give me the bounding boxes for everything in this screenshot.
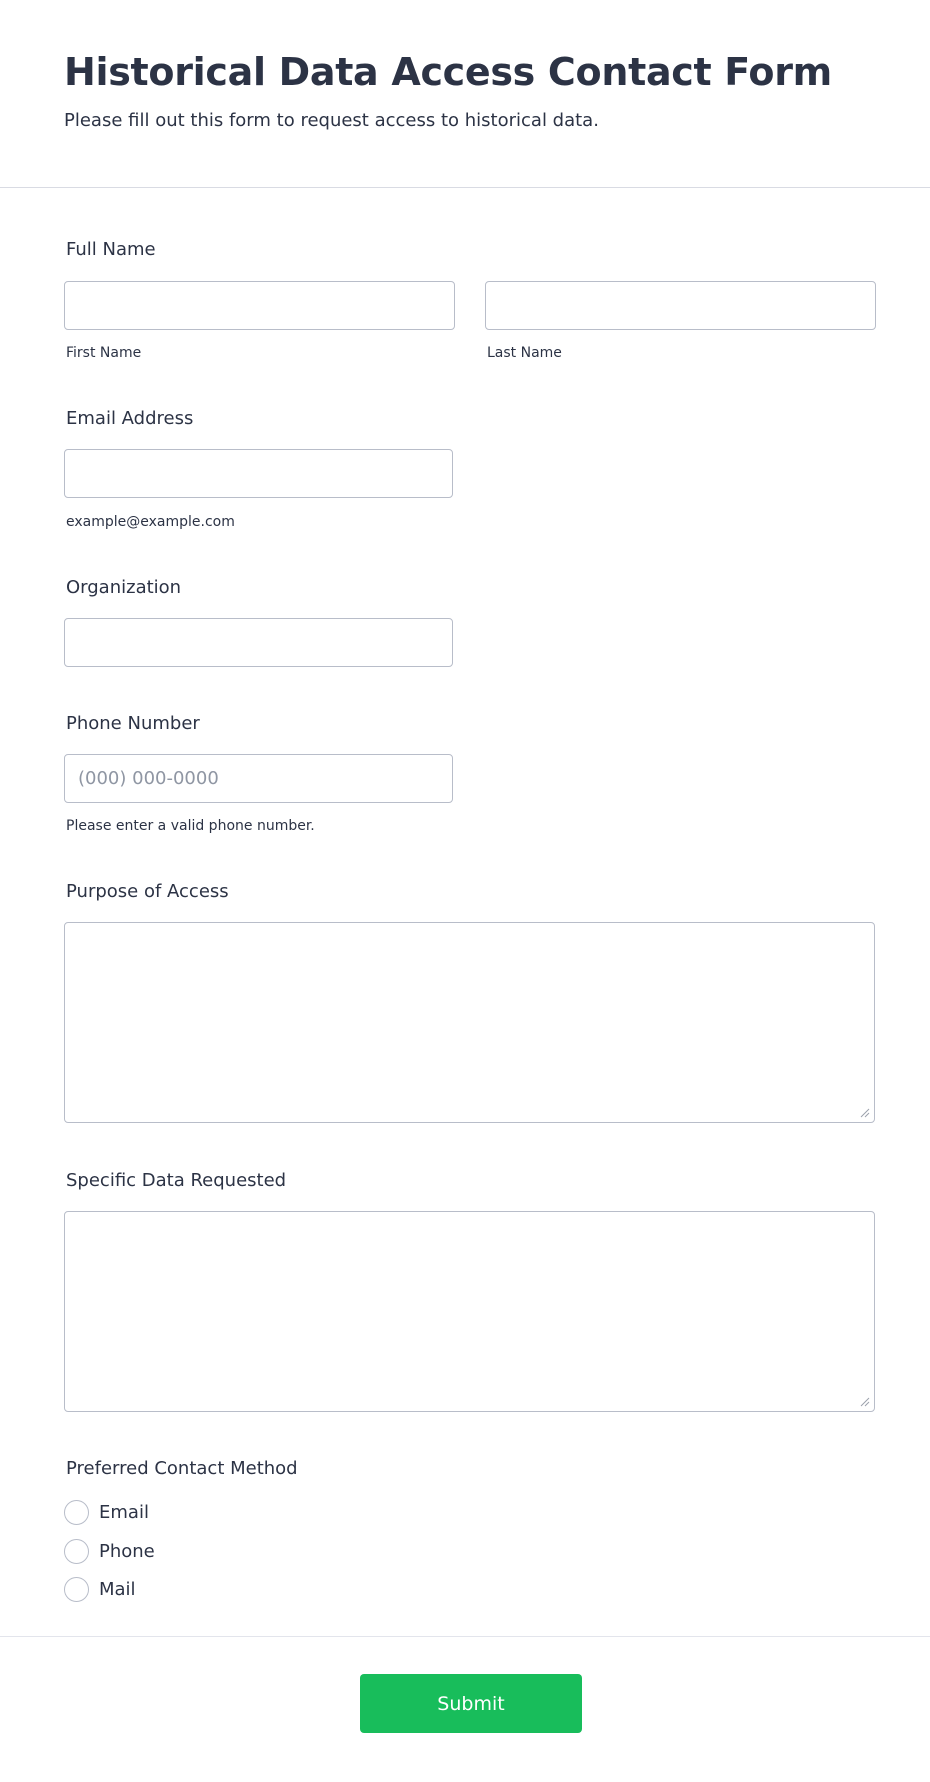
phone-sublabel: Please enter a valid phone number.: [66, 818, 315, 834]
radio-button[interactable]: [64, 1539, 89, 1564]
specific-data-label: Specific Data Requested: [66, 1170, 287, 1191]
first-name-sublabel: First Name: [66, 345, 142, 361]
form-header: [0, 0, 930, 188]
page-title: Historical Data Access Contact Form: [64, 50, 832, 94]
radio-option-email[interactable]: [64, 1499, 149, 1525]
purpose-textarea[interactable]: [64, 922, 875, 1123]
radio-option-mail[interactable]: [64, 1576, 136, 1602]
first-name-input[interactable]: [64, 281, 455, 330]
contact-method-label: Preferred Contact Method: [66, 1458, 298, 1479]
page-subtitle: Please fill out this form to request access to historical data.: [64, 110, 599, 131]
organization-label: Organization: [66, 577, 182, 598]
phone-input[interactable]: [64, 754, 453, 803]
radio-label: Phone: [99, 1540, 155, 1562]
phone-label: Phone Number: [66, 713, 200, 734]
purpose-label: Purpose of Access: [66, 881, 229, 902]
submit-button[interactable]: Submit: [360, 1674, 582, 1733]
organization-input[interactable]: [64, 618, 453, 667]
radio-button[interactable]: [64, 1577, 89, 1602]
email-sublabel: example@example.com: [66, 514, 235, 530]
footer-divider: [0, 1636, 930, 1637]
resize-grip-icon[interactable]: [860, 1108, 870, 1118]
email-input[interactable]: [64, 449, 453, 498]
email-label: Email Address: [66, 408, 194, 429]
full-name-label: Full Name: [66, 239, 156, 260]
last-name-sublabel: Last Name: [487, 345, 562, 361]
radio-button[interactable]: [64, 1500, 89, 1525]
last-name-input[interactable]: [485, 281, 876, 330]
radio-option-phone[interactable]: [64, 1538, 155, 1564]
resize-grip-icon[interactable]: [860, 1397, 870, 1407]
radio-label: Mail: [99, 1578, 136, 1600]
radio-label: Email: [99, 1501, 149, 1523]
specific-data-textarea[interactable]: [64, 1211, 875, 1412]
